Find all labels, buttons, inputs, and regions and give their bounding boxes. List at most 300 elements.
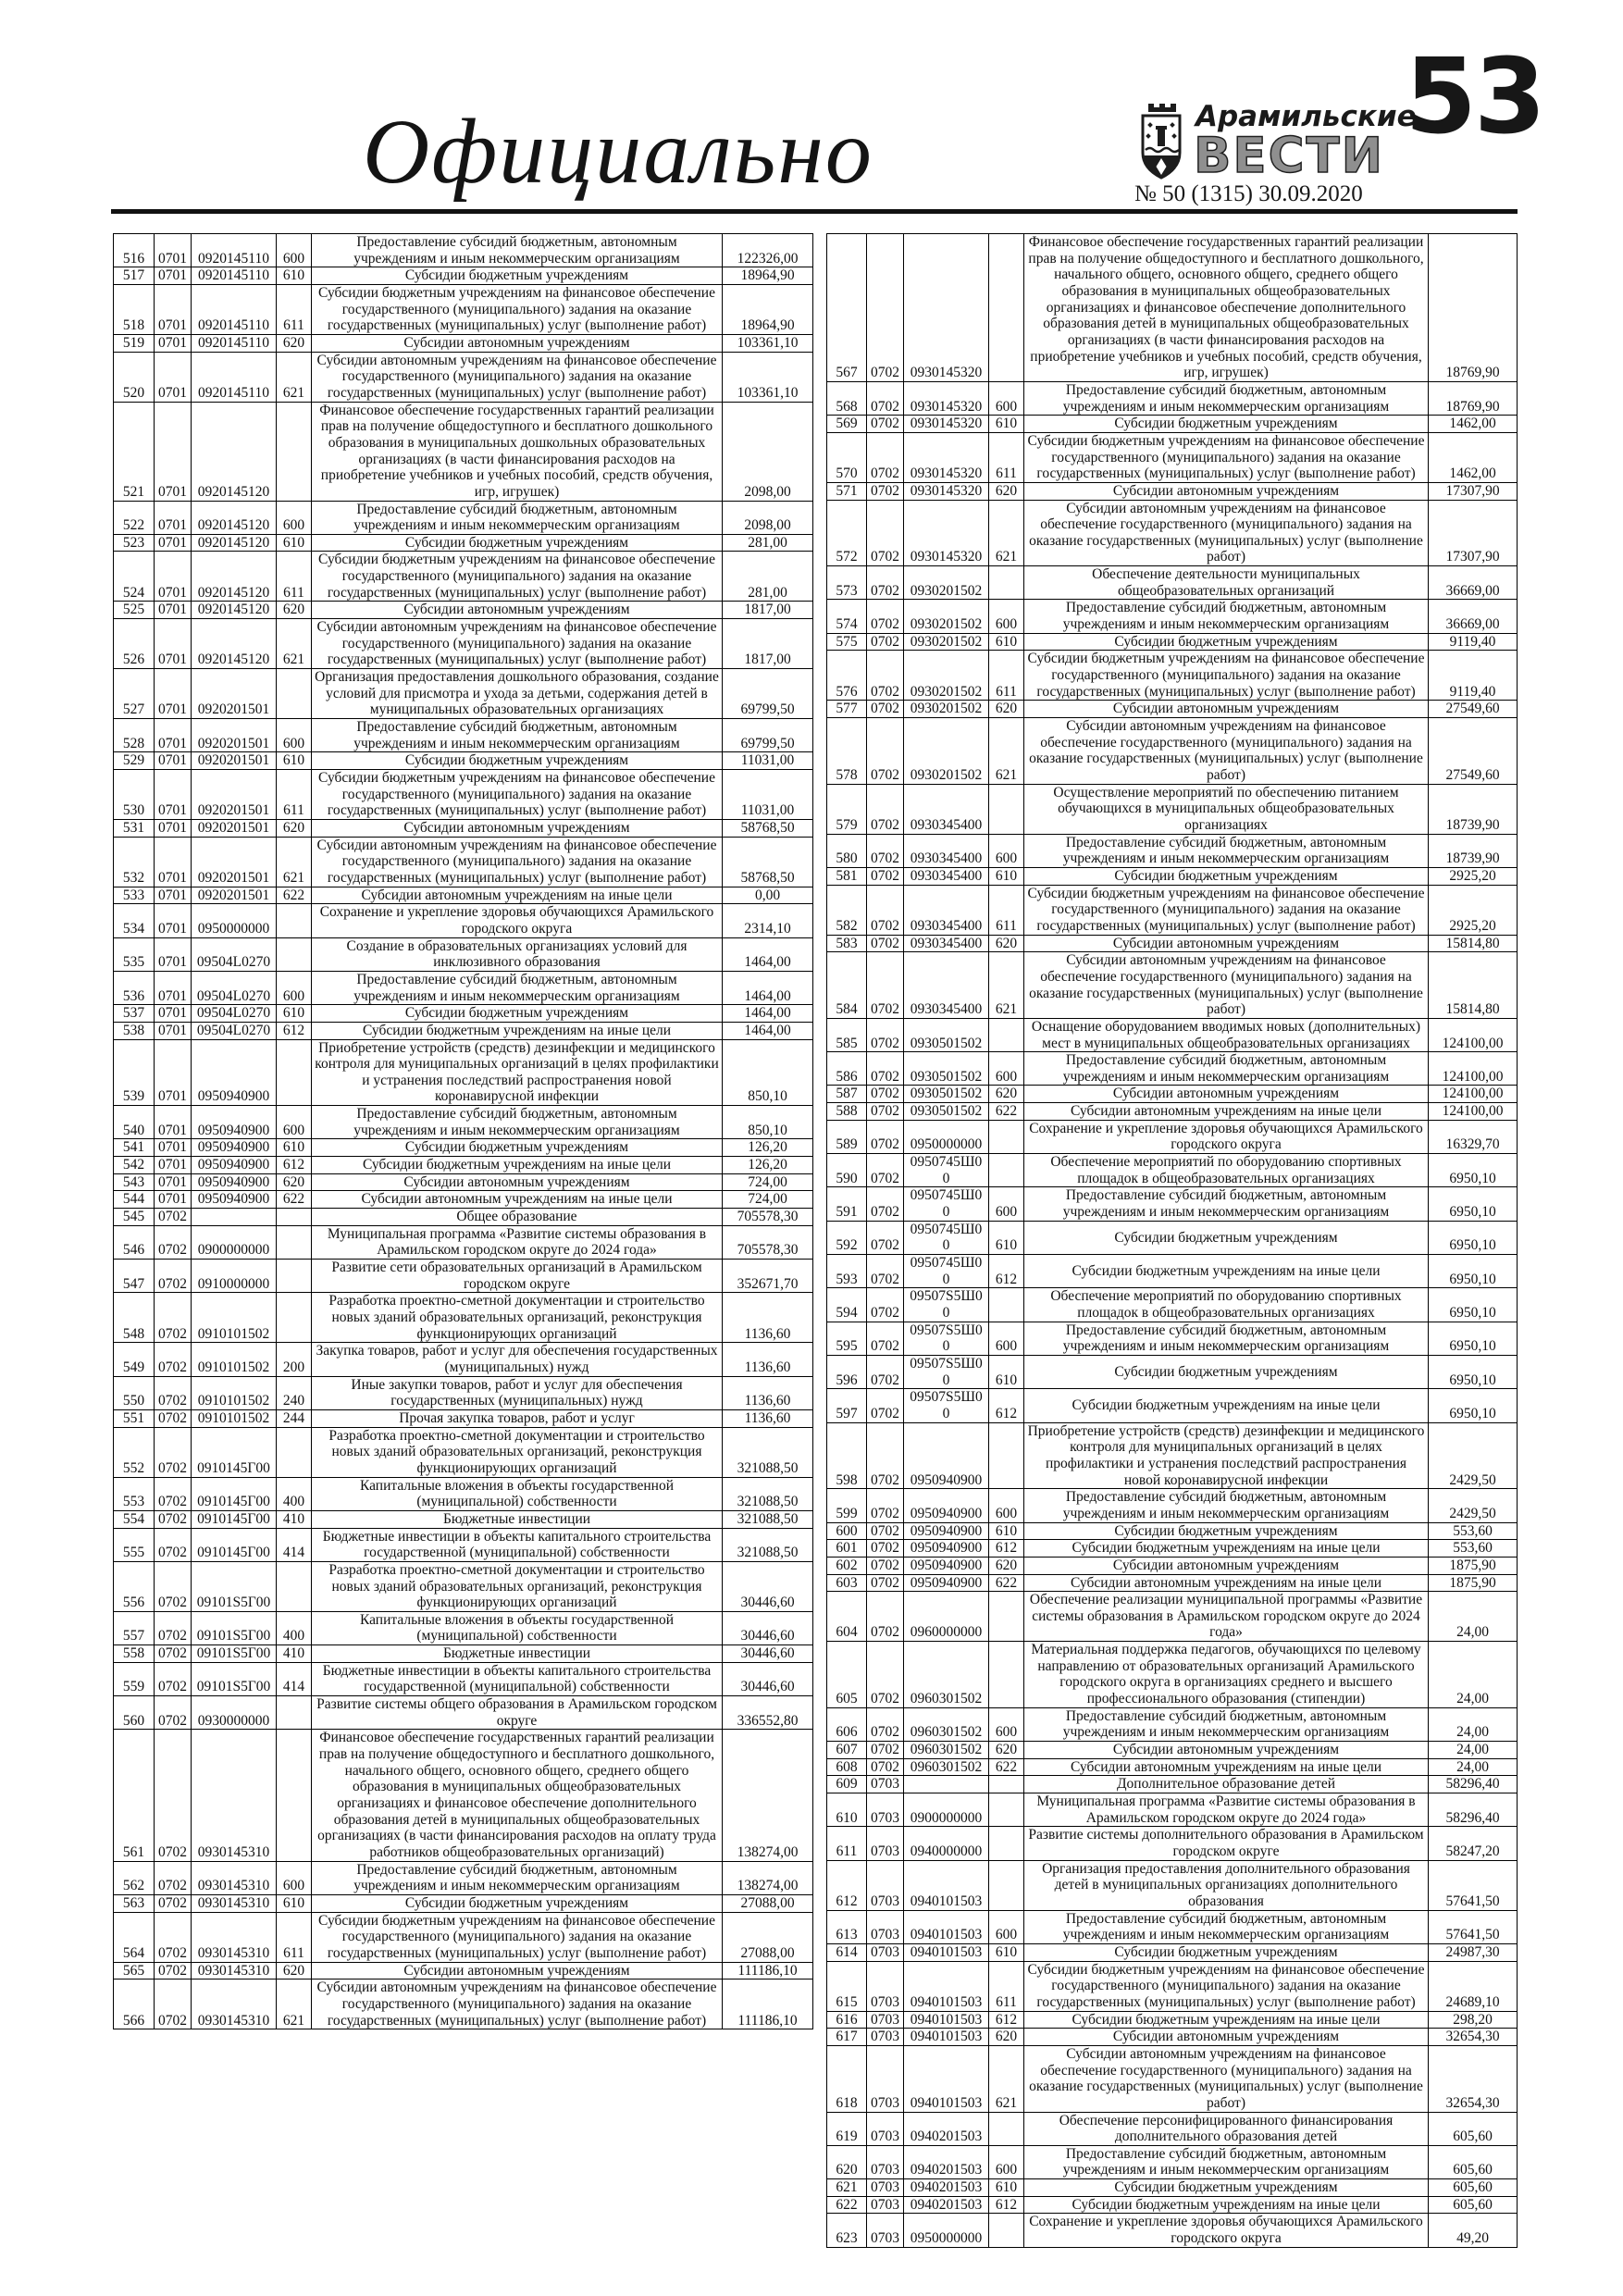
expense-type-cell [277,1427,312,1477]
expense-type-cell: 620 [277,1173,312,1191]
section-code-cell: 0703 [867,1860,904,1910]
expense-name-cell: Финансовое обеспечение государственных гарантий реализации прав на получение общедоступного и бесплатного дошкольного образования в муниципальных дошкольных образовательных организациях (в части финансирования расходов на приобретение учебников и учебных пособий, средств обучения, игр, игрушек) [312,402,723,501]
section-code-cell: 0702 [867,784,904,834]
expense-name-cell: Субсидии бюджетным учреждениям на иные цели [1024,1389,1429,1422]
section-code-cell: 0702 [867,952,904,1019]
budget-row [827,867,1518,885]
budget-row [827,2145,1518,2178]
amount-cell: 18964,90 [723,267,813,285]
section-code-cell: 0702 [867,1642,904,1708]
amount-cell: 30446,60 [723,1611,813,1644]
budget-row [827,885,1518,935]
budget-row [827,1255,1518,1288]
section-code-cell: 0703 [867,2145,904,2178]
expense-type-cell [277,904,312,937]
budget-row [827,1422,1518,1489]
budget-row [827,834,1518,867]
section-code-cell: 0702 [867,633,904,651]
expense-type-cell: 611 [989,432,1024,482]
row-number-cell: 591 [827,1187,867,1221]
expense-type-cell: 620 [989,1557,1024,1574]
budget-row [114,501,813,534]
expense-name-cell: Обеспечение мероприятий по оборудованию спортивных площадок в общеобразовательных организациях [1024,1288,1429,1322]
target-code-cell: 0920201501 [192,887,277,904]
target-code-cell: 0950000000 [904,1120,989,1153]
expense-name-cell: Субсидии бюджетным учреждениям [1024,867,1429,885]
expense-name-cell: Субсидии бюджетным учреждениям на финансовое обеспечение государственного (муниципального) задания на оказание государственных (муниципальных) услуг (выполнение работ) [1024,885,1429,935]
amount-cell: 6950,10 [1429,1389,1518,1422]
expense-type-cell: 621 [989,2045,1024,2112]
budget-row [827,1018,1518,1051]
target-code-cell: 09507S5Ш00 [904,1389,989,1422]
section-code-cell: 0701 [155,1022,192,1039]
amount-cell: 32654,30 [1429,2045,1518,2112]
target-code-cell: 0930345400 [904,952,989,1019]
target-code-cell: 0940201503 [904,2112,989,2145]
amount-cell: 705578,30 [723,1209,813,1226]
section-code-cell: 0702 [155,1528,192,1561]
budget-row [827,1288,1518,1322]
section-code-cell: 0701 [155,1106,192,1139]
budget-row [114,819,813,837]
expense-type-cell: 600 [989,1187,1024,1221]
row-number-cell: 550 [114,1376,155,1409]
section-code-cell: 0702 [155,1343,192,1376]
expense-type-cell: 600 [989,1910,1024,1943]
target-code-cell: 0910101502 [192,1376,277,1409]
budget-row [114,669,813,719]
section-code-cell: 0701 [155,770,192,820]
amount-cell: 1464,00 [723,971,813,1004]
budget-row [114,719,813,752]
expense-name-cell: Предоставление субсидий бюджетным, автономным учреждениям и иным некоммерческим организациям [312,1861,723,1894]
section-code-cell: 0702 [867,1707,904,1741]
section-code-cell: 0703 [867,2045,904,2112]
amount-cell: 138274,00 [723,1730,813,1861]
expense-name-cell: Капитальные вложения в объекты государственной (муниципальной) собственности [312,1477,723,1510]
expense-type-cell [989,234,1024,382]
amount-cell: 16329,70 [1429,1120,1518,1153]
section-code-cell: 0701 [155,284,192,334]
amount-cell: 605,60 [1429,2145,1518,2178]
amount-cell: 2098,00 [723,402,813,501]
budget-row [114,1225,813,1259]
row-number-cell: 571 [827,482,867,500]
target-code-cell: 0960301502 [904,1707,989,1741]
row-number-cell: 572 [827,500,867,566]
target-code-cell: 0930145310 [192,1861,277,1894]
target-code-cell: 0920201501 [192,819,277,837]
budget-row [827,416,1518,433]
section-code-cell: 0703 [867,1910,904,1943]
expense-name-cell: Предоставление субсидий бюджетным, автономным учреждениям и иным некоммерческим организациям [1024,1187,1429,1221]
amount-cell: 2314,10 [723,904,813,937]
budget-row [114,1005,813,1023]
expense-name-cell: Субсидии автономным учреждениям на иные цели [1024,1103,1429,1121]
row-number-cell: 558 [114,1645,155,1663]
row-number-cell: 555 [114,1528,155,1561]
budget-row [827,701,1518,718]
amount-cell: 18739,90 [1429,784,1518,834]
target-code-cell: 09504L0270 [192,971,277,1004]
expense-name-cell: Субсидии бюджетным учреждениям [312,1139,723,1157]
target-code-cell: 0950940900 [192,1039,277,1106]
target-code-cell: 09101S5Г00 [192,1662,277,1695]
page-section-title: Официально [363,100,873,203]
amount-cell: 57641,50 [1429,1910,1518,1943]
amount-cell: 15814,80 [1429,935,1518,952]
row-number-cell: 587 [827,1086,867,1103]
amount-cell: 850,10 [723,1039,813,1106]
expense-type-cell [277,1561,312,1611]
section-code-cell: 0703 [867,2196,904,2214]
section-code-cell: 0701 [155,552,192,602]
expense-name-cell: Субсидии бюджетным учреждениям [1024,1943,1429,1961]
expense-type-cell: 620 [989,701,1024,718]
section-code-cell: 0702 [867,1540,904,1558]
section-code-cell: 0702 [867,566,904,600]
row-number-cell: 604 [827,1592,867,1642]
section-code-cell: 0702 [867,381,904,415]
section-code-cell: 0701 [155,752,192,770]
target-code-cell: 0910000000 [192,1260,277,1293]
expense-name-cell: Организация предоставления дошкольного образования, создание условий для присмотра и ухода за детьми, содержания детей в муниципальных образовательных организациях [312,669,723,719]
expense-name-cell: Обеспечение реализации муниципальной программы «Развитие системы образования в Арамильском городском округе до 2024 года» [1024,1592,1429,1642]
section-code-cell: 0702 [867,1103,904,1121]
section-code-cell: 0701 [155,501,192,534]
expense-type-cell: 200 [277,1343,312,1376]
budget-row [827,952,1518,1019]
section-code-cell: 0703 [867,1827,904,1860]
expense-name-cell: Сохранение и укрепление здоровья обучающихся Арамильского городского округа [1024,2214,1429,2247]
target-code-cell: 09101S5Г00 [192,1611,277,1644]
target-code-cell: 0920145120 [192,501,277,534]
expense-type-cell: 620 [989,2029,1024,2046]
expense-name-cell: Осуществление мероприятий по обеспечению питанием обучающихся в муниципальных общеобразовательных организациях [1024,784,1429,834]
budget-row [114,1980,813,2029]
row-number-cell: 578 [827,718,867,785]
target-code-cell: 0960301502 [904,1758,989,1776]
section-code-cell: 0703 [867,1793,904,1827]
budget-row [114,1209,813,1226]
target-code-cell: 0950745Ш00 [904,1255,989,1288]
target-code-cell: 0920201501 [192,752,277,770]
expense-name-cell: Субсидии автономным учреждениям на финансовое обеспечение государственного (муниципального) задания на оказание государственных (муниципальных) услуг (выполнение работ) [312,619,723,669]
amount-cell: 605,60 [1429,2179,1518,2197]
expense-type-cell [277,1039,312,1106]
expense-name-cell: Субсидии автономным учреждениям на иные цели [312,887,723,904]
expense-type-cell [989,1422,1024,1489]
section-code-cell: 0701 [155,837,192,887]
row-number-cell: 619 [827,2112,867,2145]
target-code-cell: 0930201502 [904,633,989,651]
row-number-cell: 523 [114,534,155,552]
row-number-cell: 568 [827,381,867,415]
row-number-cell: 565 [114,1962,155,1980]
row-number-cell: 521 [114,402,155,501]
row-number-cell: 522 [114,501,155,534]
target-code-cell: 0950000000 [904,2214,989,2247]
budget-row [114,284,813,334]
section-code-cell: 0701 [155,719,192,752]
target-code-cell: 0930201502 [904,718,989,785]
budget-row [114,602,813,619]
expense-name-cell: Оснащение оборудованием вводимых новых (дополнительных) мест в муниципальных общеобразовательных организациях [1024,1018,1429,1051]
target-code-cell: 0960301502 [904,1742,989,1759]
row-number-cell: 538 [114,1022,155,1039]
amount-cell: 124100,00 [1429,1052,1518,1086]
amount-cell: 1817,00 [723,619,813,669]
target-code-cell: 0950940900 [192,1106,277,1139]
budget-row [114,352,813,402]
target-code-cell: 0900000000 [192,1225,277,1259]
expense-type-cell [277,1293,312,1343]
section-code-cell: 0702 [867,1221,904,1254]
expense-name-cell: Создание в образовательных организациях условий для инклюзивного образования [312,937,723,971]
amount-cell: 30446,60 [723,1561,813,1611]
expense-type-cell: 612 [277,1157,312,1174]
target-code-cell: 0930145320 [904,381,989,415]
row-number-cell: 517 [114,267,155,285]
row-number-cell: 536 [114,971,155,1004]
expense-type-cell [989,784,1024,834]
row-number-cell: 592 [827,1221,867,1254]
section-code-cell: 0702 [867,1187,904,1221]
expense-name-cell: Субсидии автономным учреждениям [312,1962,723,1980]
row-number-cell: 518 [114,284,155,334]
section-code-cell: 0702 [155,1409,192,1427]
budget-row [114,1260,813,1293]
budget-row [114,1611,813,1644]
budget-row [114,904,813,937]
budget-row [114,1139,813,1157]
amount-cell: 1875,90 [1429,1557,1518,1574]
expense-type-cell [989,1827,1024,1860]
target-code-cell: 0940201503 [904,2196,989,2214]
amount-cell: 124100,00 [1429,1086,1518,1103]
amount-cell: 24,00 [1429,1758,1518,1776]
amount-cell: 6950,10 [1429,1288,1518,1322]
row-number-cell: 613 [827,1910,867,1943]
budget-row [827,935,1518,952]
section-code-cell: 0702 [867,416,904,433]
section-code-cell: 0702 [867,432,904,482]
budget-row [827,1758,1518,1776]
target-code-cell: 0930345400 [904,885,989,935]
budget-row [114,1662,813,1695]
expense-type-cell: 240 [277,1376,312,1409]
section-code-cell: 0702 [155,1260,192,1293]
target-code-cell: 0930145320 [904,234,989,382]
target-code-cell: 0920145110 [192,352,277,402]
target-code-cell: 0930201502 [904,600,989,633]
budget-row [114,752,813,770]
amount-cell: 1462,00 [1429,432,1518,482]
budget-row [114,1106,813,1139]
amount-cell: 6950,10 [1429,1255,1518,1288]
budget-row [827,1642,1518,1708]
expense-type-cell [989,2214,1024,2247]
amount-cell: 111186,10 [723,1962,813,1980]
budget-table-left [113,233,813,2029]
expense-type-cell: 400 [277,1477,312,1510]
target-code-cell: 0910101502 [192,1293,277,1343]
expense-type-cell [277,1730,312,1861]
expense-type-cell: 620 [989,482,1024,500]
budget-row [114,1861,813,1894]
budget-row [114,1894,813,1912]
expense-name-cell: Субсидии автономным учреждениям [1024,1557,1429,1574]
amount-cell: 298,20 [1429,2011,1518,2029]
expense-name-cell: Субсидии автономным учреждениям на финансовое обеспечение государственного (муниципального) задания на оказание государственных (муниципальных) услуг (выполнение работ) [1024,952,1429,1019]
budget-row [827,2112,1518,2145]
amount-cell: 27088,00 [723,1912,813,1962]
expense-type-cell [277,1209,312,1226]
amount-cell: 126,20 [723,1157,813,1174]
expense-type-cell: 244 [277,1409,312,1427]
budget-row [827,1827,1518,1860]
amount-cell: 352671,70 [723,1260,813,1293]
expense-type-cell [989,1154,1024,1187]
expense-name-cell: Субсидии бюджетным учреждениям [1024,1355,1429,1388]
expense-name-cell: Субсидии автономным учреждениям на финансовое обеспечение государственного (муниципального) задания на оказание государственных (муниципальных) услуг (выполнение работ) [1024,500,1429,566]
amount-cell: 6950,10 [1429,1187,1518,1221]
row-number-cell: 598 [827,1422,867,1489]
target-code-cell: 0910101502 [192,1343,277,1376]
budget-table-right [826,233,1518,2248]
expense-name-cell: Развитие сети образовательных организаций в Арамильском городском округе [312,1260,723,1293]
expense-type-cell: 610 [277,534,312,552]
amount-cell: 36669,00 [1429,566,1518,600]
budget-row [827,1187,1518,1221]
budget-row [827,1389,1518,1422]
budget-row [827,1776,1518,1793]
expense-name-cell: Разработка проектно-сметной документации и строительство новых зданий образовательных организаций, реконструкция функционирующих организаций [312,1561,723,1611]
row-number-cell: 531 [114,819,155,837]
amount-cell: 24689,10 [1429,1961,1518,2011]
section-code-cell: 0702 [867,1489,904,1522]
expense-type-cell: 600 [989,834,1024,867]
section-code-cell: 0702 [867,885,904,935]
amount-cell: 11031,00 [723,770,813,820]
row-number-cell: 541 [114,1139,155,1157]
expense-name-cell: Бюджетные инвестиции [312,1510,723,1528]
expense-name-cell: Обеспечение персонифицированного финансирования дополнительного образования детей [1024,2112,1429,2145]
target-code-cell: 0930145310 [192,1912,277,1962]
amount-cell: 58768,50 [723,837,813,887]
budget-row [827,1574,1518,1592]
section-code-cell: 0702 [867,867,904,885]
target-code-cell: 0940101503 [904,1961,989,2011]
section-code-cell: 0701 [155,1191,192,1209]
budget-row [114,837,813,887]
row-number-cell: 552 [114,1427,155,1477]
target-code-cell: 0930201502 [904,651,989,701]
target-code-cell: 0930000000 [192,1696,277,1730]
amount-cell: 103361,10 [723,334,813,352]
expense-name-cell: Предоставление субсидий бюджетным, автономным учреждениям и иным некоммерческим организациям [1024,1052,1429,1086]
budget-row [114,1293,813,1343]
expense-type-cell: 621 [989,952,1024,1019]
target-code-cell: 0930501502 [904,1103,989,1121]
target-code-cell: 0920201501 [192,837,277,887]
row-number-cell: 553 [114,1477,155,1510]
expense-name-cell: Иные закупки товаров, работ и услуг для обеспечения государственных (муниципальных) нужд [312,1376,723,1409]
section-code-cell: 0701 [155,1157,192,1174]
amount-cell: 6950,10 [1429,1322,1518,1355]
amount-cell: 1136,60 [723,1409,813,1427]
expense-type-cell [989,1776,1024,1793]
row-number-cell: 551 [114,1409,155,1427]
row-number-cell: 603 [827,1574,867,1592]
row-number-cell: 617 [827,2029,867,2046]
target-code-cell: 0930201502 [904,566,989,600]
expense-type-cell: 620 [277,1962,312,1980]
amount-cell: 1817,00 [723,602,813,619]
row-number-cell: 557 [114,1611,155,1644]
amount-cell: 6950,10 [1429,1154,1518,1187]
amount-cell: 9119,40 [1429,633,1518,651]
expense-name-cell: Субсидии бюджетным учреждениям [312,752,723,770]
amount-cell: 321088,50 [723,1477,813,1510]
row-number-cell: 546 [114,1225,155,1259]
amount-cell: 2429,50 [1429,1422,1518,1489]
target-code-cell: 0930501502 [904,1052,989,1086]
section-code-cell: 0701 [155,267,192,285]
expense-name-cell: Субсидии автономным учреждениям [312,602,723,619]
expense-type-cell: 600 [989,1322,1024,1355]
amount-cell: 2098,00 [723,501,813,534]
section-code-cell: 0701 [155,819,192,837]
expense-type-cell: 611 [277,552,312,602]
row-number-cell: 595 [827,1322,867,1355]
budget-row [114,1730,813,1861]
target-code-cell: 0950940900 [904,1422,989,1489]
target-code-cell: 0960000000 [904,1592,989,1642]
budget-row [827,482,1518,500]
row-number-cell: 609 [827,1776,867,1793]
amount-cell: 553,60 [1429,1540,1518,1558]
row-number-cell: 582 [827,885,867,935]
budget-row [827,1086,1518,1103]
expense-type-cell: 620 [277,602,312,619]
expense-name-cell: Предоставление субсидий бюджетным, автономным учреждениям и иным некоммерческим организациям [1024,600,1429,633]
section-code-cell: 0702 [155,1980,192,2029]
expense-name-cell: Муниципальная программа «Развитие системы образования в Арамильском городском округе до 2024 года» [1024,1793,1429,1827]
expense-name-cell: Финансовое обеспечение государственных гарантий реализации прав на получение общедоступного и бесплатного дошкольного, начального общего, основного общего, среднего общего образования в муниципальных общеобразовательных организациях и финансовое обеспечение дополнительного образования детей в муниципальных общеобразовательных организациях (в части финансирования расходов на оплату труда работников общеобразовательных организаций) [312,1730,723,1861]
expense-type-cell: 611 [989,1961,1024,2011]
expense-name-cell: Приобретение устройств (средств) дезинфекции и медицинского контроля для муниципальных организаций в целях профилактики и устранения последствий распространения новой коронавирусной инфекции [312,1039,723,1106]
row-number-cell: 574 [827,600,867,633]
budget-row [114,1191,813,1209]
expense-type-cell: 600 [989,1707,1024,1741]
expense-name-cell: Предоставление субсидий бюджетным, автономным учреждениям и иным некоммерческим организациям [1024,2145,1429,2178]
expense-type-cell: 612 [989,1389,1024,1422]
expense-type-cell: 610 [989,633,1024,651]
amount-cell: 111186,10 [723,1980,813,2029]
expense-type-cell: 610 [989,867,1024,885]
amount-cell: 705578,30 [723,1225,813,1259]
target-code-cell: 0900000000 [904,1793,989,1827]
budget-row [827,1221,1518,1254]
target-code-cell: 0950940900 [192,1173,277,1191]
target-code-cell: 0950940900 [192,1191,277,1209]
budget-row [114,234,813,267]
amount-cell: 281,00 [723,534,813,552]
section-code-cell: 0702 [867,1052,904,1086]
amount-cell: 605,60 [1429,2196,1518,2214]
target-code-cell: 0910145Г00 [192,1528,277,1561]
